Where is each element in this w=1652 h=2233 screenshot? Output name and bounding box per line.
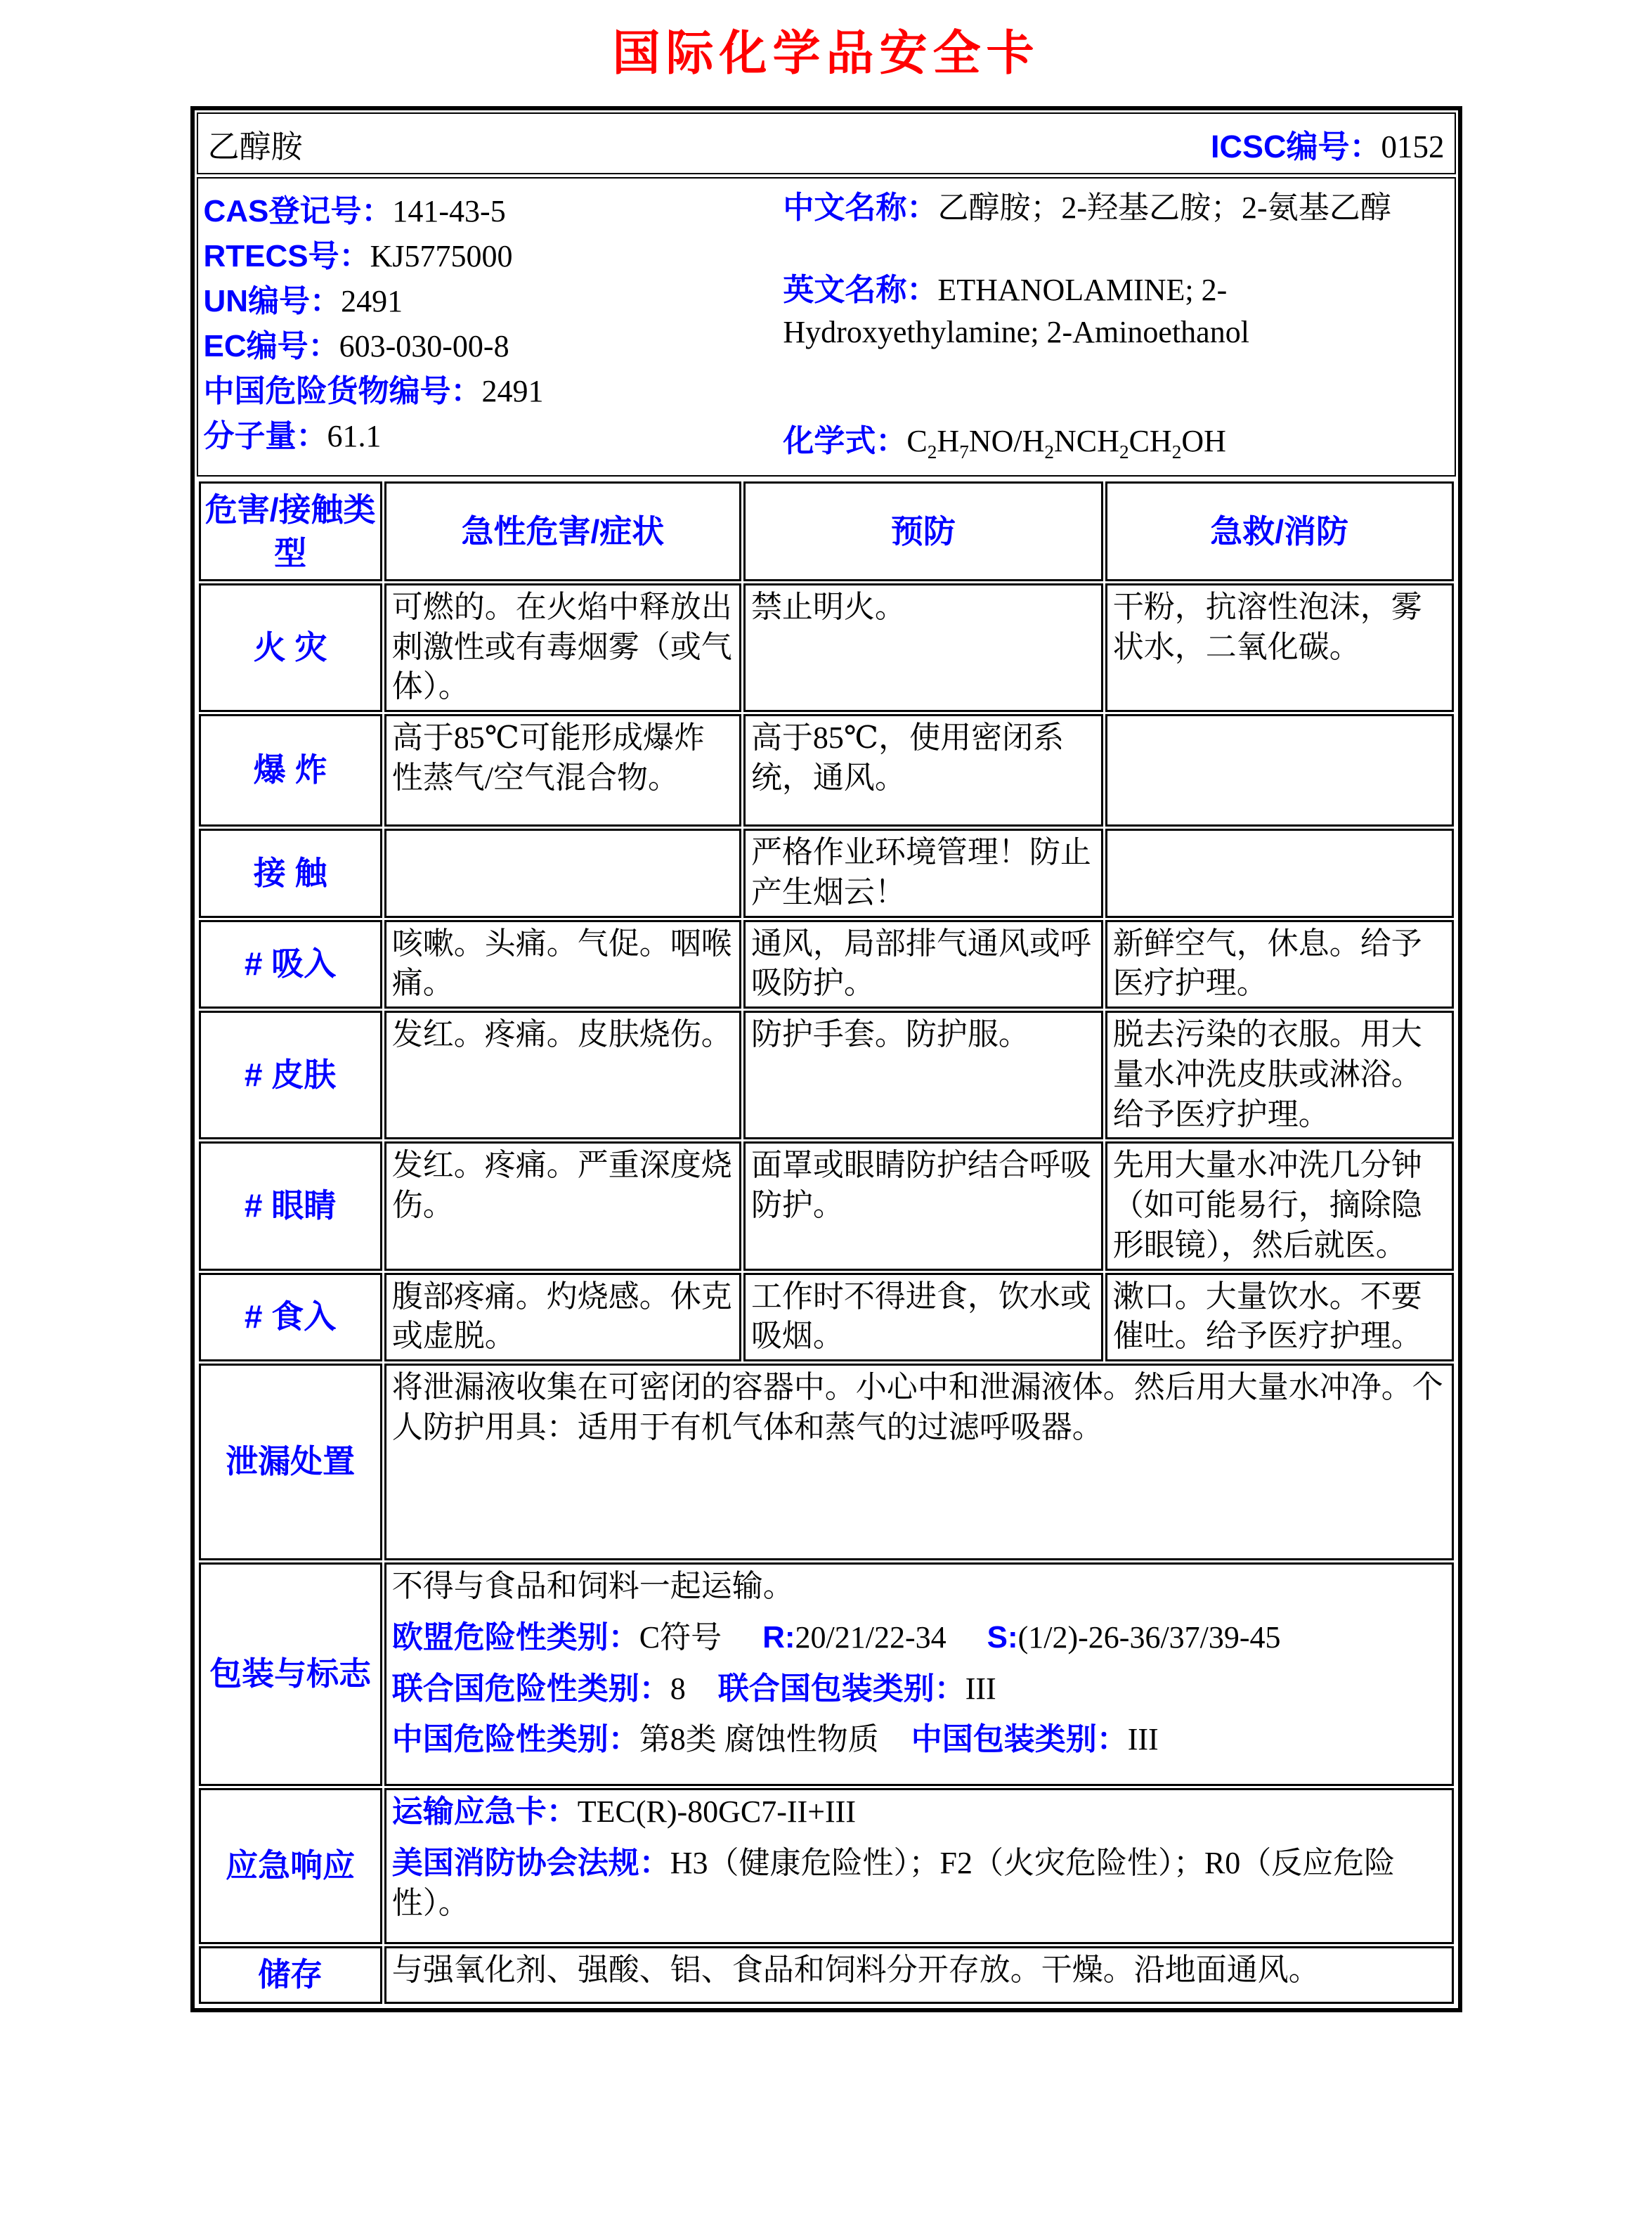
chemical-names: [783, 186, 1450, 465]
row-explosion-prevention: 高于85℃，使用密闭系统，通风。: [743, 714, 1103, 827]
row-explosion-symptoms: 高于85℃可能形成爆炸性蒸气/空气混合物。: [384, 714, 741, 827]
ec-label: EC编号：: [203, 329, 339, 363]
row-exposure-prevention: 严格作业环境管理！防止产生烟云！: [743, 829, 1103, 918]
nfpa-label: 美国消防协会法规：: [391, 1845, 670, 1880]
english-name-value: ETHANOLAMINE; 2-Hydroxyethylamine; 2-Aminoethanol: [783, 273, 1249, 349]
un-pack-value: III: [965, 1671, 996, 1706]
header-acute-symptoms: 急性危害/症状: [384, 481, 741, 581]
chinese-name-label: 中文名称：: [783, 190, 938, 225]
row-explosion-label: 爆 炸: [199, 714, 382, 827]
cn-pack-label: 中国包装类别：: [911, 1722, 1128, 1757]
row-exposure-symptoms: [384, 829, 741, 918]
china-dg-label: 中国危险货物编号：: [203, 374, 482, 408]
row-inhalation-prevention: 通风，局部排气通风或呼吸防护。: [743, 920, 1103, 1009]
row-fire-prevention: 禁止明火。: [743, 583, 1103, 712]
chemical-formula-value: $C_2H_7NO/H_2NCH_2CH_2OH$: [906, 424, 1226, 462]
chemical-formula-label: 化学式：: [783, 424, 907, 459]
row-fire-symptoms: 可燃的。在火焰中释放出刺激性或有毒烟雾（或气体）。: [384, 583, 741, 712]
packaging-cn-line: [392, 1720, 1446, 1760]
chemical-name: 乙醇胺: [207, 129, 303, 164]
card-header-row: [197, 112, 1456, 174]
row-exposure: [199, 829, 1454, 918]
chinese-name-line: [783, 187, 1445, 228]
row-ingestion-firstaid: 漱口。大量饮水。不要催吐。给予医疗护理。: [1105, 1273, 1454, 1362]
emergency-nfpa-line: [392, 1844, 1446, 1924]
row-fire: [199, 583, 1454, 712]
row-skin-prevention: 防护手套。防护服。: [743, 1011, 1103, 1139]
cn-pack-value: III: [1127, 1722, 1159, 1757]
un-label: UN编号：: [203, 284, 342, 318]
packaging-eu-line: [392, 1618, 1446, 1658]
row-eyes-prevention: 面罩或眼睛防护结合呼吸防护。: [743, 1141, 1103, 1270]
rtecs-number-line: [204, 231, 783, 276]
identification-section: [197, 177, 1456, 477]
english-name-label: 英文名称：: [783, 273, 938, 308]
un-value: 2491: [341, 284, 403, 318]
row-exposure-label: 接 触: [199, 829, 382, 918]
header-prevention: 预防: [743, 481, 1103, 581]
cn-class-value: 第8类 腐蚀性物质: [639, 1722, 879, 1757]
row-eyes-label: # 眼睛: [199, 1141, 382, 1270]
row-eyes-symptoms: 发红。疼痛。严重深度烧伤。: [384, 1141, 741, 1270]
registry-numbers: [204, 186, 783, 465]
page-title: 国际化学品安全卡: [612, 25, 1040, 82]
hazard-table-header-row: [199, 481, 1454, 581]
tec-card-value: TEC(R)-80GC7-II+III: [577, 1794, 856, 1830]
row-ingestion-prevention: 工作时不得进食，饮水或吸烟。: [743, 1273, 1103, 1362]
row-packaging-labeling: [199, 1562, 1454, 1786]
china-dg-value: 2491: [481, 374, 544, 408]
row-eyes: [199, 1141, 1454, 1270]
row-skin-firstaid: 脱去污染的衣服。用大量水冲洗皮肤或淋浴。给予医疗护理。: [1105, 1011, 1454, 1139]
row-inhalation: [199, 920, 1454, 1009]
row-ingestion-symptoms: 腹部疼痛。灼烧感。休克或虚脱。: [384, 1273, 741, 1362]
row-inhalation-firstaid: 新鲜空气，休息。给予医疗护理。: [1105, 920, 1454, 1009]
icsc-number: 0152: [1381, 129, 1445, 164]
eu-class-value: C符号: [639, 1619, 722, 1655]
un-pack-label: 联合国包装类别：: [717, 1671, 965, 1706]
molecular-weight-line: [204, 410, 783, 455]
row-emergency-label: 应急响应: [199, 1788, 382, 1944]
row-emergency-response: [199, 1788, 1454, 1944]
row-explosion-firstaid: [1105, 714, 1454, 827]
icsc-number-group: [1211, 121, 1445, 167]
hazard-table: [197, 479, 1456, 2006]
row-spill-text: 将泄漏液收集在可密闭的容器中。小心中和泄漏液体。然后用大量水冲净。个人防护用具：适用于有机气体和蒸气的过滤呼吸器。: [384, 1364, 1454, 1560]
ec-number-line: [204, 321, 783, 365]
row-packaging-content: [384, 1562, 1454, 1786]
rtecs-value: KJ5775000: [370, 239, 513, 273]
nfpa-value: H3（健康危险性）；F2（火灾危险性）；R0（反应危险性）。: [391, 1845, 1396, 1920]
rtecs-label: RTECS号：: [203, 239, 370, 273]
s-phrases-label: S:: [987, 1619, 1018, 1655]
packaging-transport-note: 不得与食品和饲料一起运输。: [391, 1569, 794, 1604]
s-phrases-value: (1/2)-26-36/37/39-45: [1017, 1619, 1281, 1655]
cas-number-line: [204, 186, 783, 231]
emergency-tec-line: [392, 1792, 1446, 1832]
un-number-line: [204, 276, 783, 321]
un-class-label: 联合国危险性类别：: [391, 1671, 670, 1706]
row-spill-label: 泄漏处置: [199, 1364, 382, 1560]
chemical-formula-line: [783, 420, 1445, 465]
china-dg-number-line: [204, 365, 783, 410]
row-storage-label: 储存: [199, 1946, 382, 2004]
row-ingestion: [199, 1273, 1454, 1362]
r-phrases-label: R:: [762, 1619, 795, 1655]
row-skin-symptoms: 发红。疼痛。皮肤烧伤。: [384, 1011, 741, 1139]
icsc-label: ICSC编号：: [1210, 128, 1381, 164]
row-packaging-label: 包装与标志: [199, 1562, 382, 1786]
r-phrases-value: 20/21/22-34: [795, 1619, 947, 1655]
row-eyes-firstaid: 先用大量水冲洗几分钟（如可能易行，摘除隐形眼镜），然后就医。: [1105, 1141, 1454, 1270]
row-skin: [199, 1011, 1454, 1139]
header-firstaid-firefighting: 急救/消防: [1105, 481, 1454, 581]
row-storage-text: 与强氧化剂、强酸、铝、食品和饲料分开存放。干燥。沿地面通风。: [384, 1946, 1454, 2004]
row-inhalation-symptoms: 咳嗽。头痛。气促。咽喉痛。: [384, 920, 741, 1009]
molecular-weight-label: 分子量：: [203, 419, 327, 453]
packaging-un-line: [392, 1669, 1446, 1709]
row-inhalation-label: # 吸入: [199, 920, 382, 1009]
row-explosion: [199, 714, 1454, 827]
english-name-line: [783, 269, 1445, 353]
row-emergency-content: [384, 1788, 1454, 1944]
eu-class-label: 欧盟危险性类别：: [391, 1619, 639, 1655]
row-skin-label: # 皮肤: [199, 1011, 382, 1139]
row-ingestion-label: # 食入: [199, 1273, 382, 1362]
molecular-weight-value: 61.1: [327, 419, 382, 453]
row-spill-disposal: [199, 1364, 1454, 1560]
row-fire-firstaid: 干粉，抗溶性泡沫，雾状水，二氧化碳。: [1105, 583, 1454, 712]
header-hazard-type: 危害/接触类型: [199, 481, 382, 581]
safety-card: [190, 106, 1462, 2012]
chinese-name-value: 乙醇胺；2-羟基乙胺；2-氨基乙醇: [937, 190, 1391, 225]
row-storage: [199, 1946, 1454, 2004]
tec-card-label: 运输应急卡：: [391, 1794, 578, 1830]
row-fire-label: 火 灾: [199, 583, 382, 712]
un-class-value: 8: [670, 1671, 686, 1706]
cas-value: 141-43-5: [392, 194, 506, 228]
ec-value: 603-030-00-8: [339, 329, 509, 363]
cn-class-label: 中国危险性类别：: [391, 1722, 639, 1757]
row-exposure-firstaid: [1105, 829, 1454, 918]
cas-label: CAS登记号：: [203, 194, 393, 228]
